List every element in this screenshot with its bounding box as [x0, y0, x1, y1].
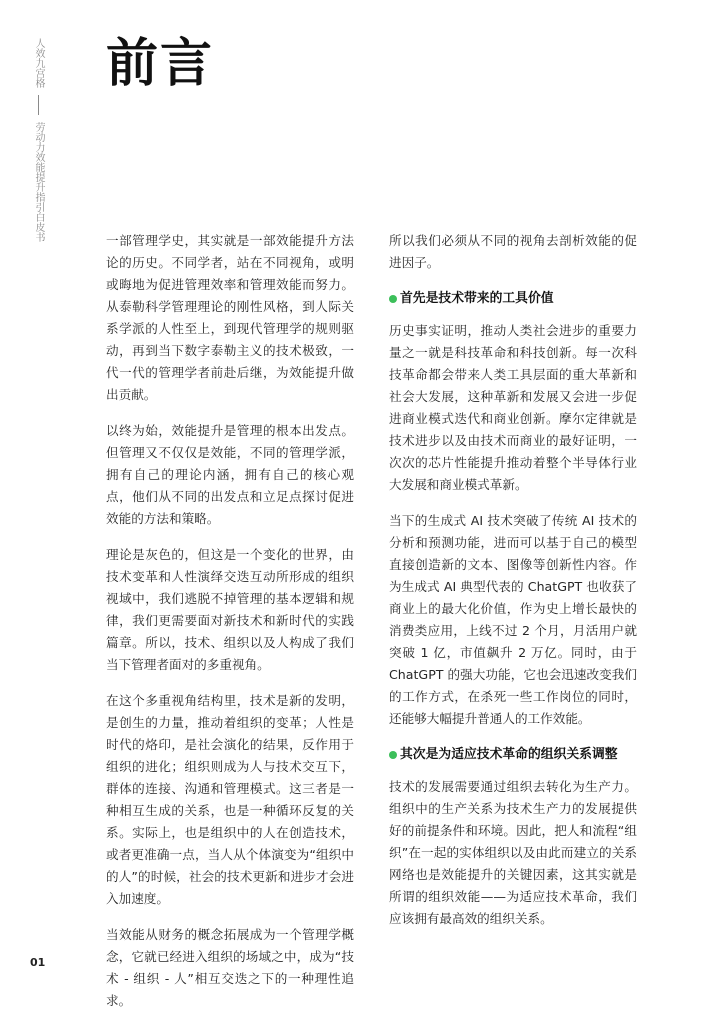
green-bullet-icon [389, 295, 397, 303]
sidebar-line1: 人效九宫格 [33, 38, 44, 88]
paragraph: 在这个多重视角结构里，技术是新的发明，是创生的力量，推动着组织的变革；人性是时代的烙印，是社会演化的结果，反作用于组织的进化；组织则成为人与技术交互下，群体的连接、沟通和管理模式。这三者是一种相互生成的关系，也是一种循环反复的关系。实际上，也是组织中的人在创造技术，或者更准确一点，当人从个体演变为“组织中的人”的时候，社会的技术更新和进步才会进入加速度。 [106, 693, 354, 906]
sidebar-line2: 劳动力效能提升指引白皮书 [33, 122, 44, 243]
paragraph: 理论是灰色的，但这是一个变化的世界，由技术变革和人性演绎交迭互动所形成的组织视域中，我们逃脱不掉管理的基本逻辑和规律，我们更需要面对新技术和新时代的实践篇章。所以，技术、组织以及人构成了我们当下管理者面对的多重视角。 [106, 547, 354, 672]
left-column [106, 230, 354, 1026]
page-title: 前言 [106, 34, 215, 94]
sidebar-divider [38, 95, 39, 115]
paragraph: 以终为始，效能提升是管理的根本出发点。但管理又不仅仅是效能，不同的管理学派，拥有自己的理论内涵，拥有自己的核心观点，他们从不同的出发点和立足点探讨促进效能的方法和策略。 [106, 423, 354, 526]
sidebar-vertical-label [30, 38, 44, 242]
paragraph: 一部管理学史，其实就是一部效能提升方法论的历史。不同学者，站在不同视角，或明或晦地为促进管理效率和管理效能而努力。从泰勒科学管理理论的刚性风格，到人际关系学派的人性至上，到现代管理学的规则驱动，再到当下数字泰勒主义的技术极致，一代一代的管理学者前赴后继，为效能提升做出贡献。 [106, 233, 354, 402]
page-number: 01 [30, 956, 46, 969]
right-column [389, 230, 637, 944]
paragraph: 当效能从财务的概念拓展成为一个管理学概念，它就已经进入组织的场域之中，成为“技术 - 组织 - 人”相互交迭之下的一种理性追求。 [106, 927, 354, 1008]
paragraph: 历史事实证明，推动人类社会进步的重要力量之一就是科技革命和科技创新。每一次科技革命都会带来人类工具层面的重大革新和社会大发展，这种革新和发展又会进一步促进商业模式迭代和商业创新。摩尔定律就是技术进步以及由技术而商业的最好证明，一次次的芯片性能提升推动着整个半导体行业大发展和商业模式革新。 [389, 323, 637, 492]
section-heading-text: 首先是技术带来的工具价值 [400, 291, 554, 306]
paragraph: 当下的生成式 AI 技术突破了传统 AI 技术的分析和预测功能，进而可以基于自己的模型直接创造新的文本、图像等创新性内容。作为生成式 AI 典型代表的 ChatGPT 也收获了商业上的最大化价值，作为史上增长最快的消费类应用，上线不过 2 个月，月活用户就突破 1 亿，市值飙升 2 万亿。同时，由于 ChatGPT 的强大功能，它也会迅速改变我们的工作方式，在杀死一些工作岗位的同时，还能够大幅提升普通人的工作效能。 [389, 513, 637, 726]
section-heading [389, 744, 637, 766]
section-heading-text: 其次是为适应技术革命的组织关系调整 [400, 747, 618, 762]
green-bullet-icon [389, 751, 397, 759]
paragraph: 所以我们必须从不同的视角去剖析效能的促进因子。 [389, 233, 637, 270]
paragraph: 技术的发展需要通过组织去转化为生产力。组织中的生产关系为技术生产力的发展提供好的前提条件和环境。因此，把人和流程“组织”在一起的实体组织以及由此而建立的关系网络也是效能提升的关键因素，这其实就是所谓的组织效能——为适应技术革命，我们应该拥有最高效的组织关系。 [389, 779, 637, 926]
section-heading [389, 288, 637, 310]
